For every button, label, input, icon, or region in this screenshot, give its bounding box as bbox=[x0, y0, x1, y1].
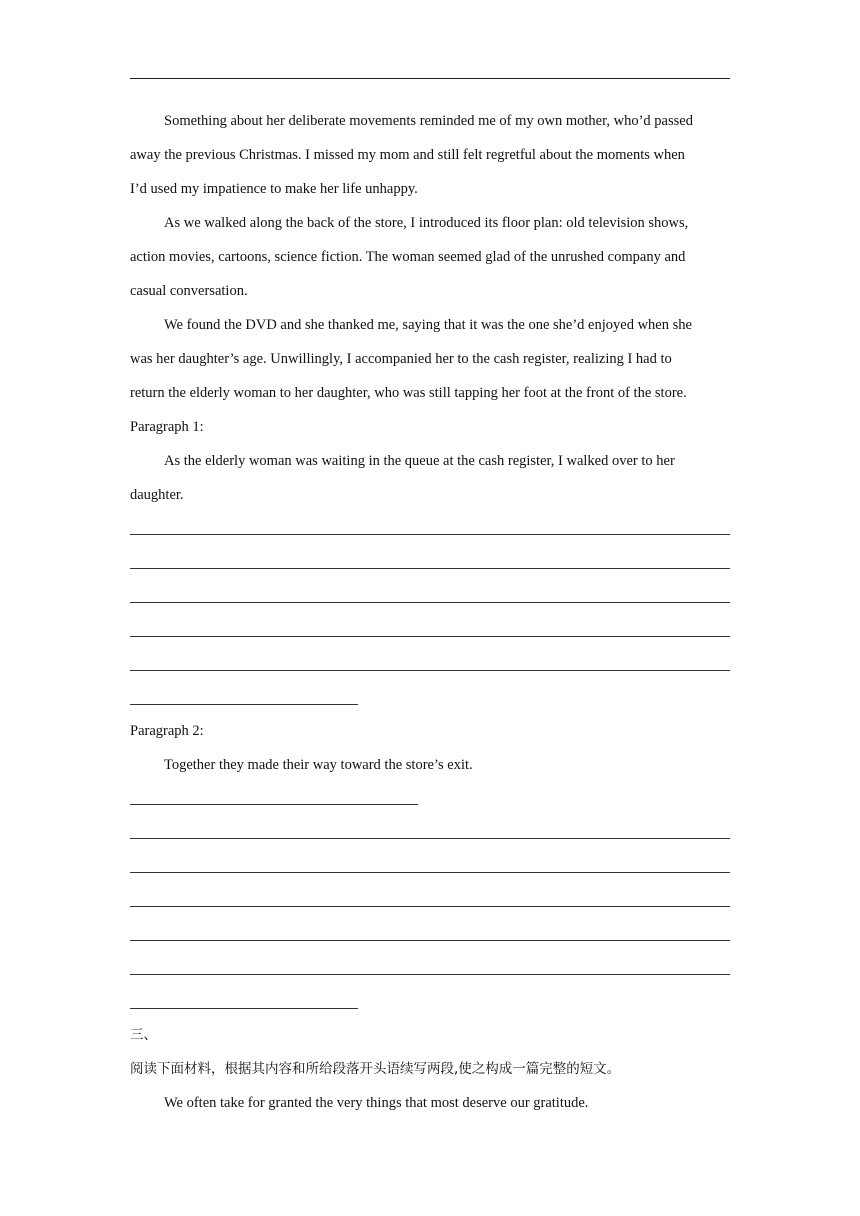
story-line-5: action movies, cartoons, science fiction. The woman seemed glad of the unrushed company and bbox=[130, 249, 686, 265]
writing-line[interactable] bbox=[130, 670, 730, 671]
story-line-9: return the elderly woman to her daughter, who was still tapping her foot at the front of the store. bbox=[130, 385, 687, 401]
writing-line[interactable] bbox=[130, 838, 730, 839]
top-rule bbox=[130, 78, 730, 79]
story-line-2: away the previous Christmas. I missed my mom and still felt regretful about the moments when bbox=[130, 147, 685, 163]
story-line-1: Something about her deliberate movements reminded me of my own mother, who’d passed bbox=[164, 113, 693, 129]
story-line-7: We found the DVD and she thanked me, saying that it was the one she’d enjoyed when she bbox=[164, 317, 692, 333]
writing-line[interactable] bbox=[130, 1008, 358, 1009]
writing-line[interactable] bbox=[130, 906, 730, 907]
writing-line[interactable] bbox=[130, 534, 730, 535]
paragraph1-opening-line2: daughter. bbox=[130, 487, 184, 503]
writing-line[interactable] bbox=[130, 602, 730, 603]
story-line-8: was her daughter’s age. Unwillingly, I accompanied her to the cash register, realizing I had to bbox=[130, 351, 672, 367]
section-instruction: 阅读下面材料，根据其内容和所给段落开头语续写两段,使之构成一篇完整的短文。 bbox=[130, 1061, 621, 1077]
paragraph2-opening: Together they made their way toward the store’s exit. bbox=[164, 757, 473, 773]
writing-line[interactable] bbox=[130, 568, 730, 569]
story-line-4: As we walked along the back of the store, I introduced its floor plan: old television shows, bbox=[164, 215, 689, 231]
writing-line[interactable] bbox=[130, 872, 730, 873]
writing-line[interactable] bbox=[130, 704, 358, 705]
writing-line[interactable] bbox=[130, 636, 730, 637]
section-number: 三、 bbox=[130, 1027, 157, 1043]
writing-line[interactable] bbox=[130, 974, 730, 975]
section-first-line: We often take for granted the very things that most deserve our gratitude. bbox=[164, 1095, 589, 1111]
paragraph1-label: Paragraph 1: bbox=[130, 419, 204, 435]
story-line-6: casual conversation. bbox=[130, 283, 248, 299]
paragraph1-opening-line1: As the elderly woman was waiting in the queue at the cash register, I walked over to her bbox=[164, 453, 675, 469]
paragraph2-label: Paragraph 2: bbox=[130, 723, 204, 739]
writing-line[interactable] bbox=[130, 940, 730, 941]
writing-line[interactable] bbox=[130, 804, 418, 805]
story-line-3: I’d used my impatience to make her life unhappy. bbox=[130, 181, 418, 197]
